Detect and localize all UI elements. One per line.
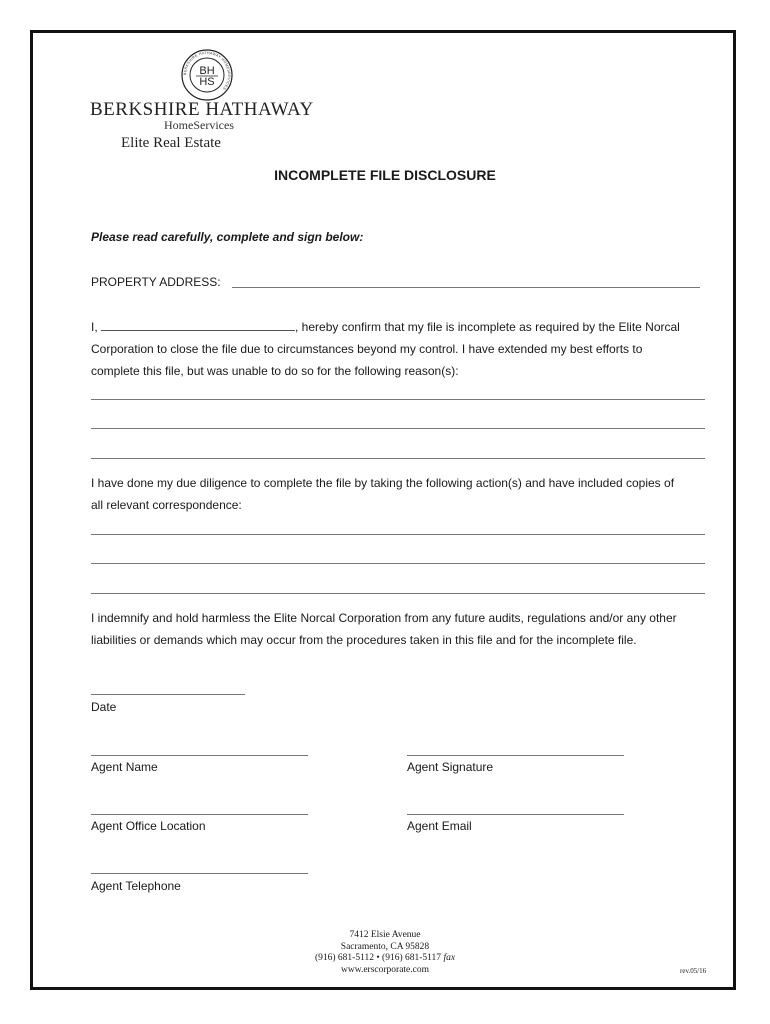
reason-line-2[interactable] [91,428,705,429]
agent-office-location-label: Agent Office Location [91,819,206,833]
diligence-line-1: I have done my due diligence to complete the file by taking the following action(s) and have included copies of [91,476,675,490]
agent-office-location-field[interactable] [91,814,308,815]
confirm-line-3: complete this file, but was unable to do so for the following reason(s): [91,364,459,378]
agent-telephone-label: Agent Telephone [91,879,181,893]
action-line-1[interactable] [91,534,705,535]
indemnify-line-2: liabilities or demands which may occur from the procedures taken in this file and for the incomplete file. [91,633,637,647]
indemnify-line-1: I indemnify and hold harmless the Elite Norcal Corporation from any future audits, regulations and/or any other [91,611,677,625]
instruction-text: Please read carefully, complete and sign below: [91,230,364,244]
office-name: Elite Real Estate [121,135,221,151]
bhhs-seal-logo [180,48,234,102]
reason-line-1[interactable] [91,399,705,400]
brand-name: BERKSHIRE HATHAWAY [90,99,314,120]
diligence-line-2: all relevant correspondence: [91,498,242,512]
brand-subtitle: HomeServices [164,118,234,132]
footer-phone-line [0,953,770,965]
seal-ring-text: BERKSHIRE HATHAWAY HOMESERVICES [182,50,232,91]
footer-fax-label: fax [443,953,456,963]
confirm-line-1 [91,316,680,338]
name-blank-field[interactable] [101,321,295,331]
property-address-label: PROPERTY ADDRESS: [91,275,221,289]
page-title: INCOMPLETE FILE DISCLOSURE [274,167,496,183]
agent-telephone-field[interactable] [91,873,308,874]
seal-initials-bottom: HS [199,76,215,88]
footer-website[interactable]: www.erscorporate.com [340,964,429,975]
agent-name-field[interactable] [91,755,308,756]
agent-name-label: Agent Name [91,760,158,774]
action-line-2[interactable] [91,563,705,564]
date-field[interactable] [91,694,245,695]
confirm-line-2: Corporation to close the file due to circumstances beyond my control. I have extended my best efforts to [91,342,643,356]
confirm-prefix: I, [91,320,98,334]
agent-email-field[interactable] [407,814,624,815]
action-line-3[interactable] [91,593,705,594]
property-address-field[interactable] [232,287,700,288]
agent-signature-field[interactable] [407,755,624,756]
footer [0,930,770,976]
reason-line-3[interactable] [91,458,705,459]
footer-address: 7412 Elsie Avenue [349,930,421,940]
seal-initials-top: BH [199,65,215,77]
agent-signature-label: Agent Signature [407,760,494,774]
footer-city: Sacramento, CA 95828 [340,941,430,952]
agent-email-label: Agent Email [407,819,472,833]
confirm-line-1-text: , hereby confirm that my file is incomplete as required by the Elite Norcal [295,320,680,334]
date-label: Date [91,700,117,714]
revision-code: rev.05/16 [680,967,707,975]
footer-phone: (916) 681-5112 • (916) 681-5117 [314,953,442,963]
